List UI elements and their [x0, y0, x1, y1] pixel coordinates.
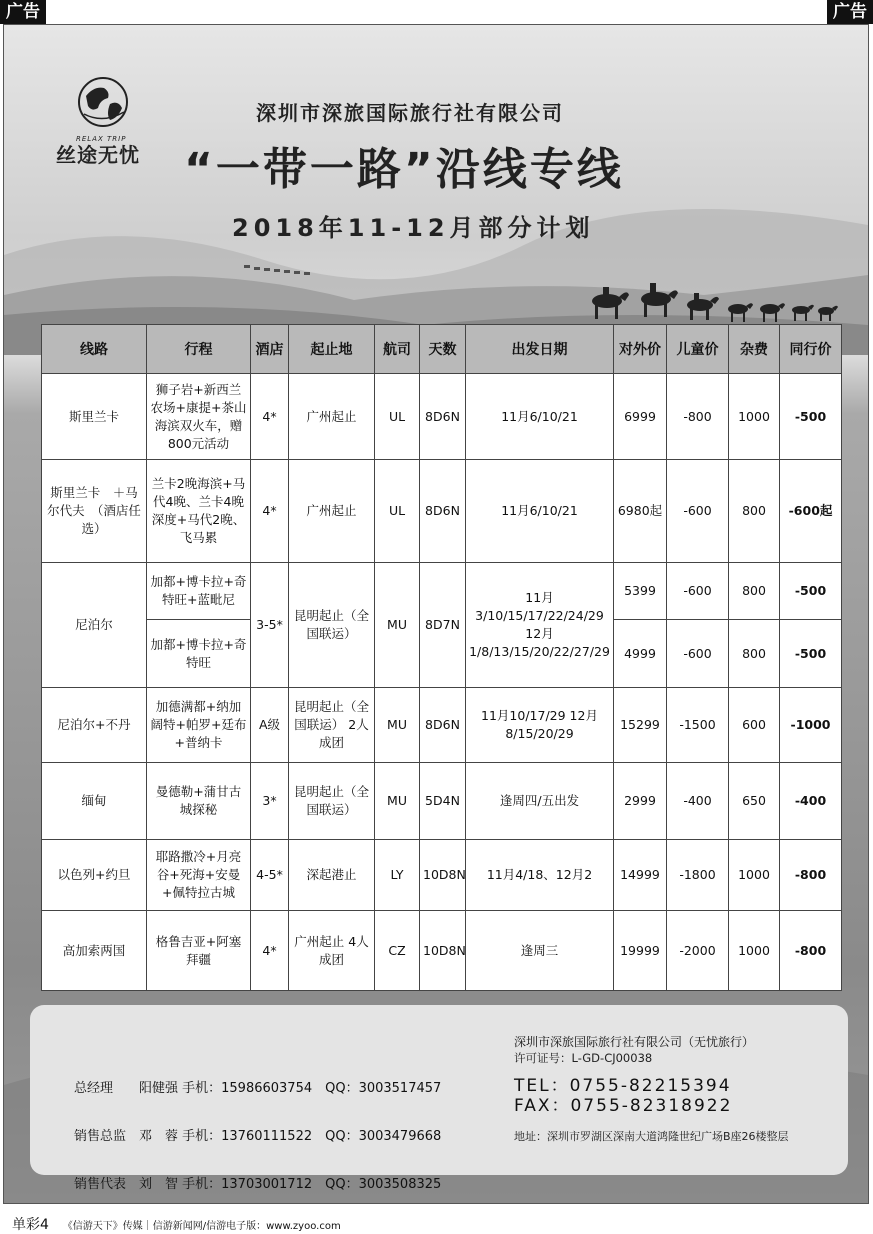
- cell-peer-price: -500: [780, 374, 842, 460]
- table-row: [42, 763, 842, 840]
- cell-days: 8D7N: [420, 563, 466, 688]
- staff-line: 销售代表 刘 智 手机：13703001712 QQ：3003508325: [74, 1177, 442, 1192]
- cell-route: 斯里兰卡 ＋马尔代夫 （酒店任选）: [42, 460, 147, 563]
- agency-name: 深圳市深旅国际旅行社有限公司（无忧旅行）: [514, 1035, 755, 1049]
- header-fee: 杂费: [729, 325, 780, 374]
- cell-days: 8D6N: [420, 460, 466, 563]
- poster: [3, 24, 869, 1204]
- cell-days: 8D6N: [420, 688, 466, 763]
- cell-route: 以色列+约旦: [42, 840, 147, 911]
- cell-price: 14999: [614, 840, 667, 911]
- agency-address: 地址：深圳市罗湖区深南大道鸿隆世纪广场B座26楼整层: [514, 1130, 789, 1143]
- route-table: [41, 324, 842, 991]
- cell-itinerary: 兰卡2晚海滨+马代4晚、兰卡4晚深度+马代2晚、飞马累: [147, 460, 251, 563]
- company-name: 深圳市深旅国际旅行社有限公司: [256, 101, 564, 125]
- cell-child-price: -600: [667, 563, 729, 620]
- header-dates: 出发日期: [466, 325, 614, 374]
- plan-title: 2018年11-12月部分计划: [232, 214, 595, 242]
- cell-days: 5D4N: [420, 763, 466, 840]
- cell-route: 高加索两国: [42, 911, 147, 991]
- cell-fee: 650: [729, 763, 780, 840]
- cell-dates: 11月6/10/21: [466, 460, 614, 563]
- cell-fee: 1000: [729, 911, 780, 991]
- page-footer: [12, 1214, 341, 1234]
- cell-dates: 逢周四/五出发: [466, 763, 614, 840]
- cell-airline: MU: [375, 563, 420, 688]
- cell-peer-price: -400: [780, 763, 842, 840]
- cell-origin: 广州起止 4人成团: [289, 911, 375, 991]
- header-route: 线路: [42, 325, 147, 374]
- cell-fee: 800: [729, 460, 780, 563]
- table-row: [42, 460, 842, 563]
- cell-hotel: 4*: [251, 911, 289, 991]
- cell-dates: 逢周三: [466, 911, 614, 991]
- cell-price: 6999: [614, 374, 667, 460]
- cell-origin: 昆明起止（全国联运）: [289, 563, 375, 688]
- page-number: 单彩4: [12, 1217, 49, 1233]
- cell-price: 5399: [614, 563, 667, 620]
- agency-fax: FAX：0755-82318922: [514, 1096, 733, 1116]
- header-days: 天数: [420, 325, 466, 374]
- cell-origin: 昆明起止（全国联运）: [289, 763, 375, 840]
- staff-line: 销售总监 邓 蓉 手机：13760111522 QQ：3003479668: [74, 1129, 442, 1144]
- cell-fee: 600: [729, 688, 780, 763]
- cell-child-price: -1800: [667, 840, 729, 911]
- cell-child-price: -2000: [667, 911, 729, 991]
- cell-itinerary: 格鲁吉亚+阿塞拜疆: [147, 911, 251, 991]
- contact-panel: [30, 1005, 848, 1192]
- footer-text: 《信游天下》传媒｜信游新闻网/信游电子版：www.zyoo.com: [62, 1221, 341, 1232]
- cell-price: 2999: [614, 763, 667, 840]
- cell-fee: 800: [729, 620, 780, 688]
- cell-airline: UL: [375, 460, 420, 563]
- cell-airline: MU: [375, 688, 420, 763]
- cell-route: 缅甸: [42, 763, 147, 840]
- cell-airline: CZ: [375, 911, 420, 991]
- cell-peer-price: -500: [780, 620, 842, 688]
- cell-airline: LY: [375, 840, 420, 911]
- cell-airline: UL: [375, 374, 420, 460]
- cell-route: 斯里兰卡: [42, 374, 147, 460]
- ad-label-right: 广告: [827, 0, 873, 24]
- cell-days: 10D8N: [420, 840, 466, 911]
- cell-itinerary: 加德满都+纳加阔特+帕罗+廷布+普纳卡: [147, 688, 251, 763]
- header-origin: 起止地: [289, 325, 375, 374]
- cell-days: 8D6N: [420, 374, 466, 460]
- cell-child-price: -600: [667, 620, 729, 688]
- cell-origin: 昆明起止（全国联运） 2人成团: [289, 688, 375, 763]
- cell-peer-price: -1000: [780, 688, 842, 763]
- cell-peer-price: -600起: [780, 460, 842, 563]
- cell-hotel: 4-5*: [251, 840, 289, 911]
- cell-child-price: -800: [667, 374, 729, 460]
- cell-hotel: 3-5*: [251, 563, 289, 688]
- cell-route: 尼泊尔: [42, 563, 147, 688]
- cell-price: 15299: [614, 688, 667, 763]
- header-price: 对外价: [614, 325, 667, 374]
- cell-child-price: -400: [667, 763, 729, 840]
- table-row: [42, 563, 842, 620]
- header-hotel: 酒店: [251, 325, 289, 374]
- cell-dates: 11月3/10/15/17/22/24/29 12月1/8/13/15/20/22/27/29: [466, 563, 614, 688]
- cell-price: 6980起: [614, 460, 667, 563]
- logo-brand: RELAX TRIP: [76, 135, 127, 143]
- cell-route: 尼泊尔+不丹: [42, 688, 147, 763]
- cell-origin: 广州起止: [289, 460, 375, 563]
- header-peer-price: 同行价: [780, 325, 842, 374]
- cell-fee: 800: [729, 563, 780, 620]
- cell-itinerary: 耶路撒冷+月亮谷+死海+安曼+佩特拉古城: [147, 840, 251, 911]
- camel-caravan-icon: [4, 25, 868, 355]
- cell-airline: MU: [375, 763, 420, 840]
- table-row: [42, 374, 842, 460]
- table-header-row: [42, 325, 842, 374]
- header-itinerary: 行程: [147, 325, 251, 374]
- cell-peer-price: -500: [780, 563, 842, 620]
- table-row: [42, 911, 842, 991]
- cell-child-price: -1500: [667, 688, 729, 763]
- cell-child-price: -600: [667, 460, 729, 563]
- cell-dates: 11月10/17/29 12月8/15/20/29: [466, 688, 614, 763]
- cell-hotel: 4*: [251, 374, 289, 460]
- cell-origin: 深起港止: [289, 840, 375, 911]
- headline: “一带一路”沿线专线: [184, 144, 624, 195]
- ad-label-left: 广告: [0, 0, 46, 24]
- staff-line: 总经理 阳健强 手机：15986603754 QQ：3003517457: [74, 1081, 442, 1096]
- table-row: [42, 840, 842, 911]
- cell-fee: 1000: [729, 374, 780, 460]
- table-row: [42, 688, 842, 763]
- cell-itinerary: 加都+博卡拉+奇特旺: [147, 620, 251, 688]
- cell-dates: 11月4/18、12月2: [466, 840, 614, 911]
- cell-itinerary: 狮子岩+新西兰农场+康提+茶山海滨双火车，赠800元活动: [147, 374, 251, 460]
- cell-hotel: 4*: [251, 460, 289, 563]
- header-child-price: 儿童价: [667, 325, 729, 374]
- cell-itinerary: 曼德勒+蒲甘古城探秘: [147, 763, 251, 840]
- agency-license: 许可证号：L-GD-CJ00038: [514, 1051, 653, 1065]
- cell-fee: 1000: [729, 840, 780, 911]
- cell-price: 4999: [614, 620, 667, 688]
- cell-peer-price: -800: [780, 840, 842, 911]
- cell-peer-price: -800: [780, 911, 842, 991]
- header-airline: 航司: [375, 325, 420, 374]
- cell-hotel: 3*: [251, 763, 289, 840]
- staff-list: [74, 1049, 461, 1204]
- agency-tel: TEL：0755-82215394: [514, 1076, 732, 1096]
- cell-price: 19999: [614, 911, 667, 991]
- logo-slogan: 丝途无忧: [56, 143, 140, 167]
- cell-origin: 广州起止: [289, 374, 375, 460]
- cell-dates: 11月6/10/21: [466, 374, 614, 460]
- cell-hotel: A级: [251, 688, 289, 763]
- cell-days: 10D8N: [420, 911, 466, 991]
- cell-itinerary: 加都+博卡拉+奇特旺+蓝毗尼: [147, 563, 251, 620]
